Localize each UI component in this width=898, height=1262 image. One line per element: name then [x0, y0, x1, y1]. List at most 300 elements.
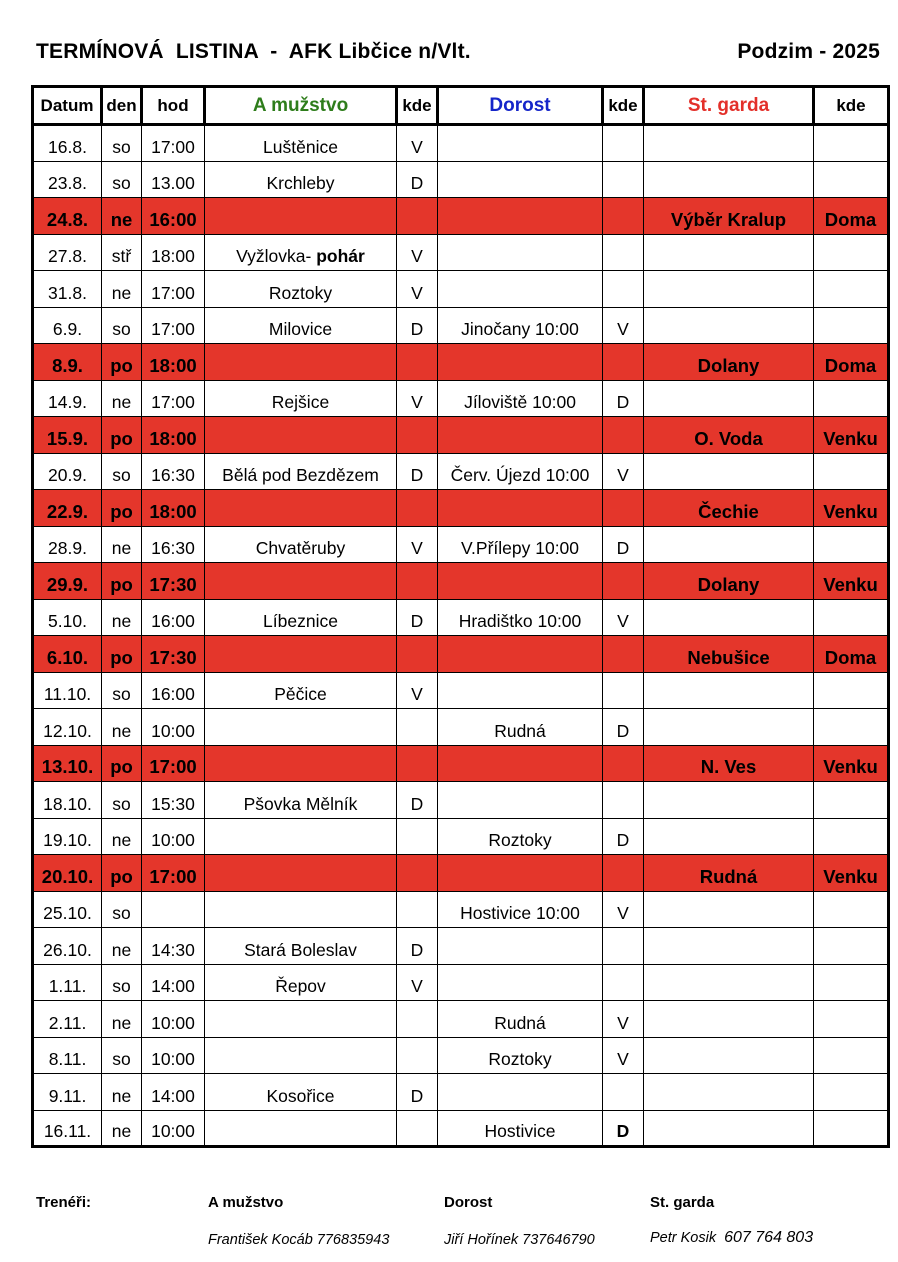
cell-datum: 20.9.	[33, 453, 102, 490]
cell-den: ne	[102, 380, 142, 417]
cell-hod: 17:00	[142, 271, 205, 308]
cell-dorost	[438, 161, 603, 198]
cell-st-garda-venue	[814, 161, 889, 198]
cell-den: po	[102, 855, 142, 892]
cell-a-team-venue: V	[397, 526, 438, 563]
cell-datum: 12.10.	[33, 709, 102, 746]
table-row	[33, 818, 889, 855]
cell-a-team-venue: V	[397, 672, 438, 709]
cell-dorost	[438, 234, 603, 271]
coaches-label: Trenéři:	[36, 1194, 92, 1211]
cell-a-team-venue	[397, 636, 438, 673]
cell-a-team: Stará Boleslav	[205, 928, 397, 965]
cell-dorost-venue: D	[603, 380, 644, 417]
cell-a-team-venue: V	[397, 380, 438, 417]
cell-dorost-venue	[603, 344, 644, 381]
cell-dorost	[438, 271, 603, 308]
cell-datum: 31.8.	[33, 271, 102, 308]
cell-a-team-venue	[397, 745, 438, 782]
table-row	[33, 1110, 889, 1147]
cell-st-garda	[644, 1001, 814, 1038]
cell-dorost-venue: V	[603, 1037, 644, 1074]
cell-st-garda-venue	[814, 234, 889, 271]
cell-datum: 5.10.	[33, 599, 102, 636]
cell-dorost	[438, 964, 603, 1001]
cell-st-garda	[644, 1110, 814, 1147]
cell-st-garda-venue	[814, 526, 889, 563]
cell-hod: 18:00	[142, 344, 205, 381]
col-header-kde-a: kde	[397, 87, 438, 125]
cell-hod: 17:00	[142, 307, 205, 344]
table-row	[33, 453, 889, 490]
cell-a-team-venue	[397, 417, 438, 454]
cell-st-garda	[644, 891, 814, 928]
cell-a-team-venue	[397, 1110, 438, 1147]
col-header-datum: Datum	[33, 87, 102, 125]
cell-a-team-venue	[397, 563, 438, 600]
cell-datum: 13.10.	[33, 745, 102, 782]
cell-a-team: Krchleby	[205, 161, 397, 198]
cell-den: so	[102, 964, 142, 1001]
cell-dorost	[438, 672, 603, 709]
cell-a-team: Pěčice	[205, 672, 397, 709]
table-row	[33, 599, 889, 636]
cell-hod: 18:00	[142, 490, 205, 527]
cell-dorost-venue: V	[603, 307, 644, 344]
cell-st-garda: Rudná	[644, 855, 814, 892]
footer-st-garda-label: St. garda	[650, 1194, 715, 1211]
cell-st-garda-venue	[814, 818, 889, 855]
col-header-dorost: Dorost	[438, 87, 603, 125]
cell-st-garda	[644, 161, 814, 198]
cell-dorost: Roztoky	[438, 1037, 603, 1074]
cell-a-team	[205, 1037, 397, 1074]
table-row	[33, 1001, 889, 1038]
cell-dorost	[438, 636, 603, 673]
cell-datum: 25.10.	[33, 891, 102, 928]
table-row	[33, 782, 889, 819]
cell-dorost-venue: V	[603, 891, 644, 928]
cell-dorost-venue: D	[603, 1110, 644, 1147]
cell-a-team-venue	[397, 490, 438, 527]
cell-st-garda-venue: Venku	[814, 855, 889, 892]
cell-dorost-venue: V	[603, 1001, 644, 1038]
cell-st-garda	[644, 526, 814, 563]
cell-hod: 10:00	[142, 818, 205, 855]
cell-hod: 17:00	[142, 855, 205, 892]
cell-st-garda-venue	[814, 307, 889, 344]
cell-dorost-venue	[603, 563, 644, 600]
cell-st-garda	[644, 125, 814, 162]
cell-den: ne	[102, 709, 142, 746]
table-header-row	[33, 87, 889, 125]
cell-st-garda-venue	[814, 964, 889, 1001]
cell-st-garda	[644, 1074, 814, 1111]
cell-a-team-venue: D	[397, 782, 438, 819]
cell-st-garda-venue	[814, 1001, 889, 1038]
cell-st-garda-venue	[814, 1110, 889, 1147]
cell-dorost: Hostivice	[438, 1110, 603, 1147]
cell-datum: 2.11.	[33, 1001, 102, 1038]
cell-st-garda	[644, 1037, 814, 1074]
cell-st-garda-venue	[814, 782, 889, 819]
cell-a-team	[205, 1001, 397, 1038]
cell-a-team-venue: D	[397, 1074, 438, 1111]
cell-datum: 1.11.	[33, 964, 102, 1001]
cell-dorost: Rudná	[438, 709, 603, 746]
cell-den: so	[102, 307, 142, 344]
cell-datum: 27.8.	[33, 234, 102, 271]
table-row	[33, 891, 889, 928]
cell-st-garda-venue	[814, 1074, 889, 1111]
cell-hod: 14:30	[142, 928, 205, 965]
cell-dorost: Rudná	[438, 1001, 603, 1038]
cell-st-garda	[644, 234, 814, 271]
cell-a-team-venue	[397, 818, 438, 855]
footer-dorost-label: Dorost	[444, 1194, 493, 1211]
cell-dorost-venue	[603, 672, 644, 709]
cell-a-team-venue	[397, 891, 438, 928]
cell-datum: 6.10.	[33, 636, 102, 673]
cell-st-garda-venue	[814, 928, 889, 965]
cell-dorost	[438, 198, 603, 235]
cell-a-team-venue: D	[397, 307, 438, 344]
cell-dorost	[438, 928, 603, 965]
cell-hod: 10:00	[142, 1037, 205, 1074]
cell-dorost: Jíloviště 10:00	[438, 380, 603, 417]
col-header-kde-st: kde	[814, 87, 889, 125]
cell-den: po	[102, 344, 142, 381]
cell-datum: 19.10.	[33, 818, 102, 855]
cell-st-garda-venue	[814, 380, 889, 417]
cell-datum: 9.11.	[33, 1074, 102, 1111]
cell-st-garda: Nebušice	[644, 636, 814, 673]
cell-hod: 15:30	[142, 782, 205, 819]
cell-dorost-venue	[603, 234, 644, 271]
col-header-den: den	[102, 87, 142, 125]
cell-a-team	[205, 563, 397, 600]
table-row	[33, 855, 889, 892]
st-garda-coach	[650, 1229, 813, 1247]
cell-a-team-venue	[397, 855, 438, 892]
cell-st-garda	[644, 928, 814, 965]
footer-a-team-label: A mužstvo	[208, 1194, 284, 1211]
cell-dorost-venue	[603, 855, 644, 892]
cell-den: so	[102, 125, 142, 162]
cell-dorost: V.Přílepy 10:00	[438, 526, 603, 563]
cell-hod: 17:30	[142, 563, 205, 600]
cell-st-garda-venue	[814, 453, 889, 490]
cell-datum: 24.8.	[33, 198, 102, 235]
table-row	[33, 307, 889, 344]
cell-hod: 18:00	[142, 234, 205, 271]
cell-datum: 29.9.	[33, 563, 102, 600]
cell-st-garda-venue	[814, 1037, 889, 1074]
cell-datum: 15.9.	[33, 417, 102, 454]
cell-datum: 23.8.	[33, 161, 102, 198]
cell-den: po	[102, 490, 142, 527]
cell-dorost: Červ. Újezd 10:00	[438, 453, 603, 490]
cell-st-garda	[644, 782, 814, 819]
cell-den: ne	[102, 198, 142, 235]
cell-st-garda-venue: Doma	[814, 198, 889, 235]
cell-dorost	[438, 745, 603, 782]
cell-den: so	[102, 782, 142, 819]
cell-st-garda-venue: Venku	[814, 745, 889, 782]
schedule-body	[33, 125, 889, 1147]
table-row	[33, 526, 889, 563]
cell-a-team: Milovice	[205, 307, 397, 344]
cell-dorost	[438, 125, 603, 162]
cell-dorost-venue	[603, 125, 644, 162]
table-row	[33, 125, 889, 162]
table-row	[33, 709, 889, 746]
cell-dorost-venue	[603, 782, 644, 819]
cell-a-team-venue: V	[397, 234, 438, 271]
cell-a-team: Rejšice	[205, 380, 397, 417]
cell-den: stř	[102, 234, 142, 271]
cell-den: ne	[102, 928, 142, 965]
cell-dorost-venue: V	[603, 453, 644, 490]
cell-dorost-venue	[603, 636, 644, 673]
table-row	[33, 198, 889, 235]
cell-a-team	[205, 636, 397, 673]
cell-dorost: Jinočany 10:00	[438, 307, 603, 344]
col-header-st-garda: St. garda	[644, 87, 814, 125]
cell-den: so	[102, 891, 142, 928]
cell-a-team	[205, 891, 397, 928]
season-label: Podzim - 2025	[737, 40, 880, 63]
cell-st-garda	[644, 709, 814, 746]
cell-hod: 17:30	[142, 636, 205, 673]
cell-st-garda-venue: Venku	[814, 417, 889, 454]
cell-st-garda	[644, 818, 814, 855]
cell-den: po	[102, 636, 142, 673]
cell-datum: 11.10.	[33, 672, 102, 709]
cell-den: ne	[102, 1110, 142, 1147]
cell-a-team-venue	[397, 1001, 438, 1038]
cell-st-garda: Dolany	[644, 563, 814, 600]
col-header-hod: hod	[142, 87, 205, 125]
cell-datum: 28.9.	[33, 526, 102, 563]
cell-st-garda-venue	[814, 599, 889, 636]
cell-a-team-venue: D	[397, 453, 438, 490]
cell-st-garda	[644, 380, 814, 417]
cell-a-team: Řepov	[205, 964, 397, 1001]
cell-den: ne	[102, 1001, 142, 1038]
cell-st-garda: Čechie	[644, 490, 814, 527]
cell-a-team: Bělá pod Bezdězem	[205, 453, 397, 490]
cell-st-garda: Dolany	[644, 344, 814, 381]
cell-dorost: Roztoky	[438, 818, 603, 855]
cell-dorost-venue	[603, 417, 644, 454]
table-row	[33, 563, 889, 600]
cell-dorost	[438, 563, 603, 600]
table-row	[33, 1074, 889, 1111]
col-header-kde-dorost: kde	[603, 87, 644, 125]
page-title: TERMÍNOVÁ LISTINA - AFK Libčice n/Vlt.	[36, 40, 471, 63]
cell-dorost: Hradištko 10:00	[438, 599, 603, 636]
cell-hod	[142, 891, 205, 928]
cell-hod: 13.00	[142, 161, 205, 198]
cell-dorost	[438, 344, 603, 381]
cell-dorost-venue	[603, 745, 644, 782]
cell-hod: 17:00	[142, 745, 205, 782]
cell-dorost-venue	[603, 198, 644, 235]
cell-a-team: Chvatěruby	[205, 526, 397, 563]
cell-a-team: Luštěnice	[205, 125, 397, 162]
schedule-table	[31, 85, 890, 1148]
cell-a-team	[205, 417, 397, 454]
cell-dorost-venue	[603, 271, 644, 308]
cell-den: so	[102, 1037, 142, 1074]
cell-a-team	[205, 855, 397, 892]
cell-a-team	[205, 490, 397, 527]
cell-hod: 16:00	[142, 198, 205, 235]
cell-hod: 16:30	[142, 526, 205, 563]
cell-dorost	[438, 855, 603, 892]
cell-a-team	[205, 344, 397, 381]
cell-st-garda	[644, 964, 814, 1001]
cell-a-team-venue: D	[397, 599, 438, 636]
cell-den: ne	[102, 599, 142, 636]
cell-hod: 17:00	[142, 125, 205, 162]
cell-a-team-venue	[397, 344, 438, 381]
cell-datum: 18.10.	[33, 782, 102, 819]
cell-st-garda	[644, 672, 814, 709]
table-row	[33, 928, 889, 965]
cell-a-team-venue: D	[397, 161, 438, 198]
cell-st-garda: N. Ves	[644, 745, 814, 782]
cell-a-team-venue	[397, 1037, 438, 1074]
cell-dorost-venue: D	[603, 526, 644, 563]
cell-st-garda-venue: Venku	[814, 563, 889, 600]
cell-datum: 8.9.	[33, 344, 102, 381]
cell-den: so	[102, 672, 142, 709]
cell-st-garda	[644, 307, 814, 344]
cell-dorost	[438, 490, 603, 527]
cell-a-team	[205, 818, 397, 855]
table-row	[33, 380, 889, 417]
cell-den: so	[102, 453, 142, 490]
cell-a-team-venue: V	[397, 125, 438, 162]
cell-dorost: Hostivice 10:00	[438, 891, 603, 928]
cell-a-team: Kosořice	[205, 1074, 397, 1111]
cell-a-team-note: pohár	[316, 246, 365, 266]
cell-a-team-venue	[397, 198, 438, 235]
cell-den: ne	[102, 1074, 142, 1111]
table-row	[33, 490, 889, 527]
cell-datum: 20.10.	[33, 855, 102, 892]
cell-st-garda-venue	[814, 271, 889, 308]
cell-st-garda-venue	[814, 709, 889, 746]
cell-dorost	[438, 782, 603, 819]
cell-dorost-venue: V	[603, 599, 644, 636]
cell-datum: 14.9.	[33, 380, 102, 417]
cell-a-team	[205, 745, 397, 782]
cell-datum: 8.11.	[33, 1037, 102, 1074]
cell-hod: 14:00	[142, 964, 205, 1001]
table-row	[33, 344, 889, 381]
cell-den: po	[102, 563, 142, 600]
cell-datum: 16.8.	[33, 125, 102, 162]
cell-st-garda	[644, 271, 814, 308]
cell-st-garda	[644, 599, 814, 636]
cell-hod: 16:00	[142, 672, 205, 709]
cell-den: ne	[102, 271, 142, 308]
dorost-coach: Jiří Hořínek 737646790	[444, 1232, 595, 1248]
cell-a-team	[205, 234, 397, 271]
cell-a-team	[205, 1110, 397, 1147]
cell-den: po	[102, 417, 142, 454]
cell-a-team-venue: D	[397, 928, 438, 965]
cell-a-team	[205, 709, 397, 746]
a-team-coach: František Kocáb 776835943	[208, 1232, 390, 1248]
cell-a-team-text: Vyžlovka-	[236, 246, 317, 266]
cell-hod: 17:00	[142, 380, 205, 417]
cell-st-garda: O. Voda	[644, 417, 814, 454]
cell-den: ne	[102, 526, 142, 563]
cell-dorost-venue	[603, 928, 644, 965]
cell-hod: 16:30	[142, 453, 205, 490]
table-row	[33, 672, 889, 709]
table-row	[33, 636, 889, 673]
cell-a-team-venue: V	[397, 964, 438, 1001]
cell-a-team: Pšovka Mělník	[205, 782, 397, 819]
cell-datum: 22.9.	[33, 490, 102, 527]
cell-den: ne	[102, 818, 142, 855]
cell-datum: 6.9.	[33, 307, 102, 344]
cell-den: po	[102, 745, 142, 782]
cell-st-garda	[644, 453, 814, 490]
cell-dorost-venue: D	[603, 709, 644, 746]
table-row	[33, 1037, 889, 1074]
table-row	[33, 271, 889, 308]
st-garda-coach-name: Petr Kosik	[650, 1230, 717, 1246]
table-row	[33, 417, 889, 454]
cell-st-garda: Výběr Kralup	[644, 198, 814, 235]
cell-datum: 26.10.	[33, 928, 102, 965]
cell-dorost-venue	[603, 490, 644, 527]
cell-den: so	[102, 161, 142, 198]
cell-dorost	[438, 417, 603, 454]
table-row	[33, 161, 889, 198]
cell-hod: 14:00	[142, 1074, 205, 1111]
cell-st-garda-venue	[814, 125, 889, 162]
cell-dorost-venue	[603, 161, 644, 198]
cell-dorost	[438, 1074, 603, 1111]
cell-datum: 16.11.	[33, 1110, 102, 1147]
st-garda-coach-phone: 607 764 803	[724, 1229, 814, 1246]
table-row	[33, 745, 889, 782]
table-row	[33, 964, 889, 1001]
cell-a-team-venue: V	[397, 271, 438, 308]
cell-a-team-venue	[397, 709, 438, 746]
cell-dorost-venue: D	[603, 818, 644, 855]
cell-dorost-venue	[603, 1074, 644, 1111]
cell-hod: 10:00	[142, 1110, 205, 1147]
cell-hod: 10:00	[142, 709, 205, 746]
cell-hod: 16:00	[142, 599, 205, 636]
cell-st-garda-venue: Doma	[814, 344, 889, 381]
cell-st-garda-venue	[814, 891, 889, 928]
cell-st-garda-venue	[814, 672, 889, 709]
cell-hod: 18:00	[142, 417, 205, 454]
cell-st-garda-venue: Doma	[814, 636, 889, 673]
cell-hod: 10:00	[142, 1001, 205, 1038]
cell-dorost-venue	[603, 964, 644, 1001]
cell-a-team	[205, 198, 397, 235]
